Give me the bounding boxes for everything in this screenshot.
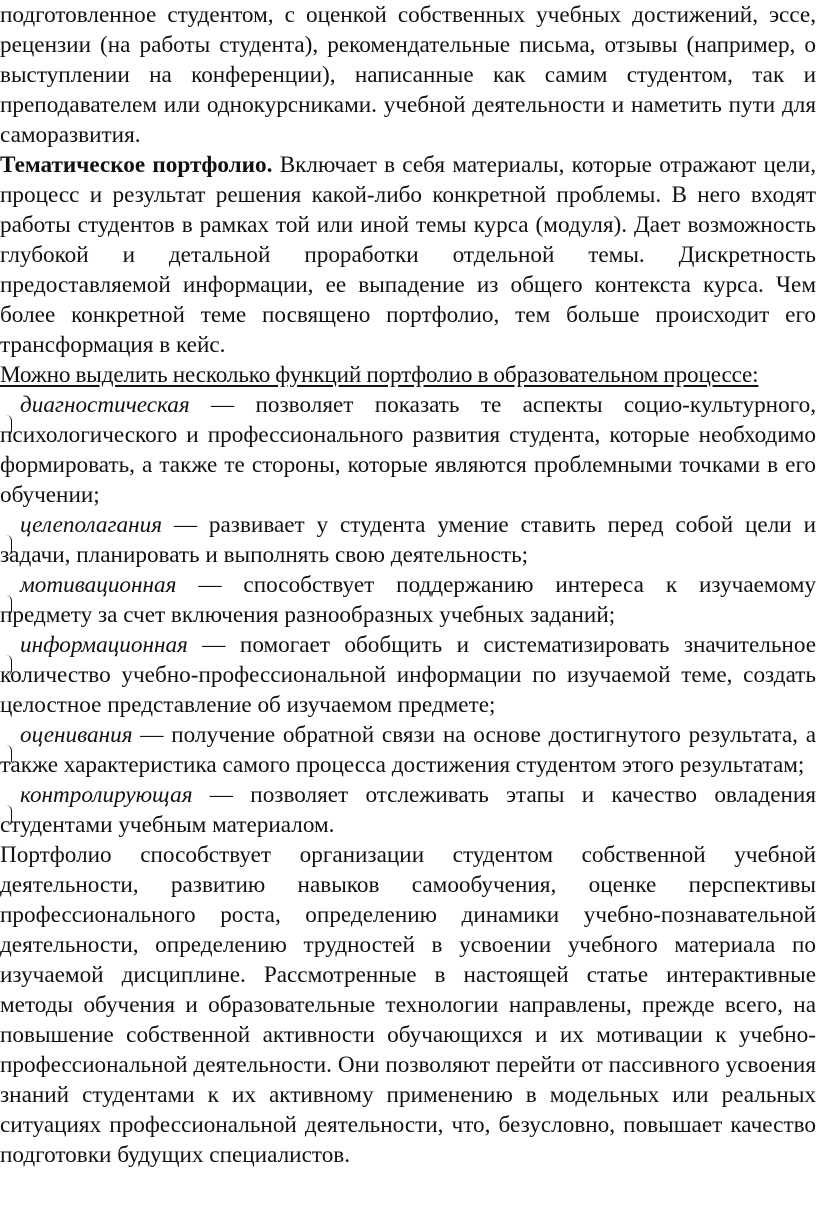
function-description: — развивает у студента умение ставить перед собой цели и задачи, планировать и выполнять свою деятельность;: [0, 512, 816, 568]
function-name: контролирующая: [20, 782, 193, 808]
function-name: информационная: [20, 632, 188, 658]
function-name: целеполагания: [20, 512, 162, 538]
function-name: мотивационная: [20, 572, 177, 598]
function-description: — позволяет отслеживать этапы и качество овладения студентами учебным материалом.: [0, 782, 816, 838]
function-name: оценивания: [20, 722, 133, 748]
paragraph-portfolio-contents: [0, 0, 816, 150]
paragraph-text: Портфолио способствует организации студентом собственной учебной деятельности, развитию навыков самообучения, оценке перспективы профессионального роста, определению динамики учебно-познавательной деятельности, определению трудностей в усвоении учебного материала по изучаемой дисциплине. Рассмотренные в настоящей статье интерактивные методы обучения и образовательные технологии направлены, прежде всего, на повышение собственной активности обучающихся и их мотивации к учебно-профессиональной деятельности. Они позволяют перейти от пассивного усвоения знаний студентами к их активному применению в модельных или реальных ситуациях профессиональной деятельности, что, безусловно, повышает качество подготовки будущих специалистов.: [0, 842, 816, 1168]
list-item: [0, 570, 816, 630]
functions-list: [0, 390, 816, 840]
list-item: [0, 390, 816, 510]
list-item: [0, 630, 816, 720]
function-description: — помогает обобщить и систематизировать значительное количество учебно-профессиональной информации по изучаемой теме, создать целостное представление об изучаемом предмете;: [0, 632, 816, 718]
list-item: [0, 720, 816, 780]
paragraph-text: Включает в себя материалы, которые отражают цели, процесс и результат решения какой-либо конкретной проблемы. В него входят работы студентов в рамках той или иной темы курса (модуля). Дает возможность глубокой и детальной проработки отдельной темы. Дискретность предоставляемой информации, ее выпадение из общего контекста курса. Чем более конкретной теме посвящено портфолио, тем больше происходит его трансформация в кейс.: [0, 152, 816, 358]
function-description: — позволяет показать те аспекты социо-культурного, психологического и профессионального развития студента, которые необходимо формировать, а также те стороны, которые являются проблемными точками в его обучении;: [0, 392, 816, 508]
paragraph-heading: Тематическое портфолио.: [0, 152, 273, 178]
paragraph-conclusion: [0, 840, 816, 1170]
list-item: [0, 510, 816, 570]
paragraph-text: подготовленное студентом, с оценкой собственных учебных достижений, эссе, рецензии (на работы студента), рекомендательные письма, отзывы (например, о выступлении на конференции), написанные как самим студентом, так и преподавателем или однокурсниками. учебной деятельности и наметить пути для саморазвития.: [0, 2, 816, 148]
function-description: — получение обратной связи на основе достигнутого результата, а также характеристика самого процесса достижения студентом этого результатам;: [0, 722, 816, 778]
list-item: [0, 780, 816, 840]
paragraph-thematic-portfolio: [0, 150, 816, 360]
functions-intro-text: Можно выделить несколько функций портфолио в образовательном процессе:: [0, 362, 759, 388]
function-description: — способствует поддержанию интереса к изучаемому предмету за счет включения разнообразных учебных заданий;: [0, 572, 816, 628]
functions-intro: [0, 360, 816, 390]
function-name: диагностическая: [20, 392, 190, 418]
